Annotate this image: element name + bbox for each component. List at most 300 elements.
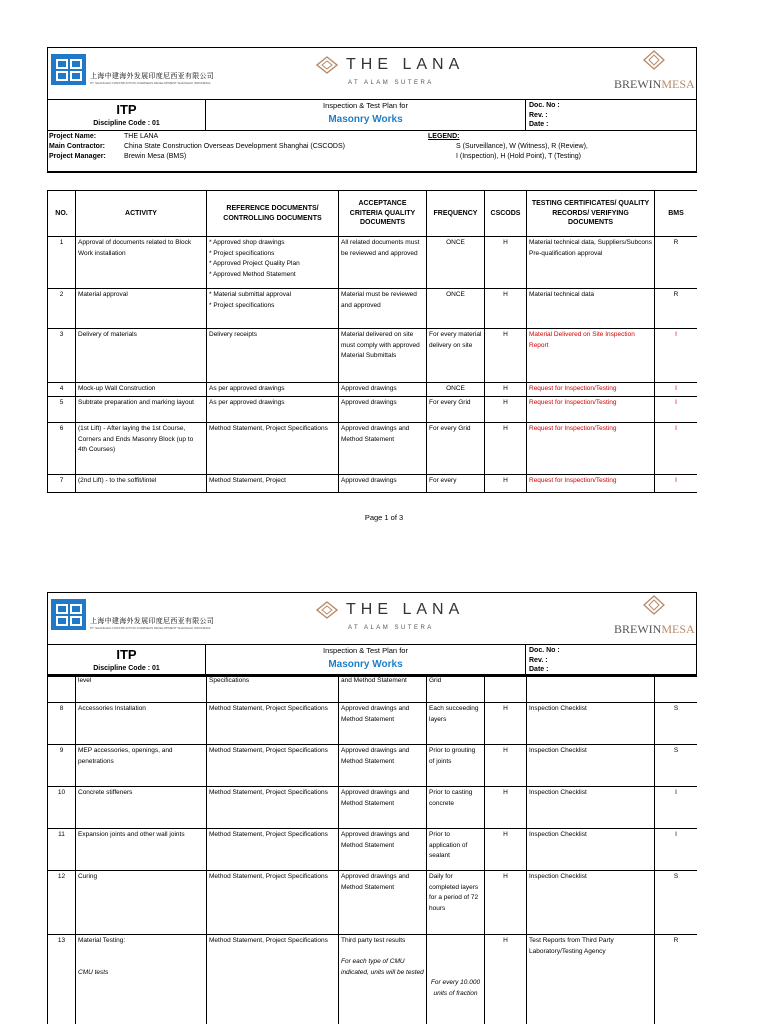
cell-text: Prior to casting concrete (429, 789, 473, 807)
row-cscods (485, 423, 527, 475)
project-name-value: THE LANA (124, 133, 159, 140)
row-acceptance (339, 329, 427, 383)
cell-text: R (673, 239, 679, 246)
lana-subtitle: AT ALAM SUTERA (348, 625, 434, 631)
table-row (48, 475, 698, 494)
row-reference (207, 935, 339, 1024)
lana-title: THE LANA (346, 56, 465, 73)
company-name-cn: 上海中建海外发展印度尼西亚有限公司 (90, 73, 215, 80)
cell-text: Prior to grouting of joints (429, 747, 476, 765)
row-cscods (485, 703, 527, 745)
cell-text: Accessories Installation (78, 705, 146, 712)
row-no (48, 935, 76, 1024)
row-testing (527, 289, 655, 329)
logo-row (48, 48, 696, 100)
project-name-label: Project Name: (49, 133, 97, 140)
cell-text: H (503, 705, 508, 712)
manager-value: Brewin Mesa (BMS) (124, 153, 187, 160)
row-no (48, 237, 76, 289)
row-frequency (427, 423, 485, 475)
cell-text: 6 (59, 425, 64, 432)
manager-label: Project Manager: (49, 153, 106, 160)
cell-text: 2 (59, 291, 64, 298)
cell-text: For every material delivery on site (429, 331, 482, 349)
cell-text: I (675, 789, 677, 796)
row-reference (207, 383, 339, 397)
the-lana-brand (316, 56, 464, 74)
cell-text: Approval of documents related to Block Work installation (78, 239, 192, 257)
cell-text: H (503, 789, 508, 796)
row-cscods (485, 745, 527, 787)
lana-diamond-icon (316, 56, 338, 74)
contractor-value: China State Construction Overseas Development Shanghai (CSCODS) (124, 143, 345, 150)
row-no (48, 475, 76, 494)
table-row (48, 397, 698, 423)
page-number: Page 1 of 3 (364, 513, 404, 522)
row-frequency (427, 829, 485, 871)
row-bms (655, 289, 698, 329)
table-row (48, 703, 698, 745)
company-name-en: PT. SHANGHAI CONSTRUCTION OVERSEAS DEVELOPMENT SHANGHAI INDONESIA (90, 81, 211, 85)
row-bms (655, 871, 698, 935)
cell-text: (1st Lift) - After laying the 1st Course, Corners and Ends Masonry Block (up to 4th Courses) (78, 425, 194, 453)
table-row (48, 745, 698, 787)
cell-text: H (503, 937, 508, 944)
table-row (48, 423, 698, 475)
plan-title: Masonry Works (328, 659, 403, 670)
row-testing (527, 745, 655, 787)
cell-text: Material Delivered on Site Inspection Report (529, 331, 635, 349)
cell-text: Method Statement, Project Specifications (209, 873, 328, 880)
cell-text: Approved drawings and Method Statement (341, 747, 410, 765)
cell-text: Request for Inspection/Testing (529, 399, 617, 406)
row-reference (207, 829, 339, 871)
row-activity (76, 829, 207, 871)
cell-text: H (503, 239, 508, 246)
table-row (48, 787, 698, 829)
cell-text: Each succeeding layers (429, 705, 479, 723)
row-cscods (485, 289, 527, 329)
lana-subtitle: AT ALAM SUTERA (348, 80, 434, 86)
cell-text: I (675, 331, 677, 338)
cell-text: Material technical data, Suppliers/Subcons Pre-qualification approval (529, 239, 652, 257)
cell-text: S (673, 873, 679, 880)
cell-text: For every 10.000 units of fraction (430, 979, 481, 997)
row-frequency (427, 383, 485, 397)
row-reference (207, 475, 339, 494)
row-frequency (427, 329, 485, 383)
table-row (48, 289, 698, 329)
cell-text: H (503, 399, 508, 406)
cell-text: H (503, 291, 508, 298)
company-name-cn: 上海中建海外发展印度尼西亚有限公司 (90, 618, 215, 625)
row-acceptance (339, 675, 427, 703)
row-cscods (485, 397, 527, 423)
cell-text: R (673, 937, 679, 944)
cell-text: ONCE (446, 385, 465, 392)
cell-text: Material delivered on site must comply with approved Material Submittals (341, 331, 420, 359)
itp-table-page-2-wrap (47, 674, 697, 1024)
cell-text: Request for Inspection/Testing (529, 425, 617, 432)
brewin-text: BREWIN (614, 77, 662, 91)
row-acceptance (339, 745, 427, 787)
cell-text: 4 (59, 385, 64, 392)
legend-line-1: S (Surveillance), W (Witness), R (Review), (456, 143, 588, 150)
cell-text: Delivery receipts (209, 331, 258, 338)
row-no (48, 675, 76, 703)
row-reference (207, 745, 339, 787)
cell-text: Inspection Checklist (529, 705, 587, 712)
row-cscods (485, 787, 527, 829)
cell-text: Method Statement, Project Specifications (209, 747, 328, 754)
cell-text: Request for Inspection/Testing (529, 477, 617, 484)
cell-text: Daily for completed layers for a period of 72 hours (429, 873, 479, 912)
cscods-logo-icon (51, 54, 86, 85)
sheet-header (47, 47, 697, 173)
cell-text: and Method Statement (341, 677, 407, 684)
row-acceptance (339, 829, 427, 871)
cell-text: H (503, 385, 508, 392)
table-row (48, 675, 698, 703)
cell-text: I (675, 425, 677, 432)
cell-text: H (503, 873, 508, 880)
discipline-code: Discipline Code : 01 (93, 120, 160, 127)
row-activity (76, 745, 207, 787)
cell-text: Test Reports from Third Party Laboratory/Testing Agency (529, 937, 614, 955)
date-label: Date : (529, 666, 549, 673)
col-acceptance: ACCEPTANCE CRITERIA QUALITY DOCUMENTS (339, 191, 427, 237)
cell-text: Prior to application of sealant (429, 831, 468, 859)
mesa-text: MESA (661, 622, 695, 636)
row-bms (655, 787, 698, 829)
row-no (48, 423, 76, 475)
col-cscods: CSCODS (485, 191, 527, 237)
cell-text: Inspection Checklist (529, 873, 587, 880)
row-testing (527, 787, 655, 829)
row-reference (207, 423, 339, 475)
cell-text: Material must be reviewed and approved (341, 291, 417, 309)
cell-text: Method Statement, Project Specifications (209, 425, 328, 432)
plan-for-label: Inspection & Test Plan for (323, 101, 408, 110)
legend-line-2: I (Inspection), H (Hold Point), T (Testing) (456, 153, 582, 160)
row-acceptance (339, 383, 427, 397)
row-cscods (485, 935, 527, 1024)
cell-text: * Approved shop drawings * Project specifications * Approved Project Quality Plan * Approved Method Statement (209, 239, 300, 278)
cell-text: As per approved drawings (209, 385, 285, 392)
row-no (48, 329, 76, 383)
cell-text: All related documents must be reviewed and approved (341, 239, 420, 257)
row-frequency (427, 935, 485, 1024)
itp-label: ITP (116, 102, 137, 117)
row-bms (655, 329, 698, 383)
rev-label: Rev. : (529, 111, 548, 119)
brewin-mesa-icon (643, 50, 665, 70)
row-bms (655, 745, 698, 787)
row-activity (76, 475, 207, 494)
doc-no-label: Doc. No : (529, 102, 560, 109)
row-activity (76, 397, 207, 423)
row-acceptance (339, 871, 427, 935)
cell-text: Material technical data (529, 291, 595, 298)
lana-title: THE LANA (346, 601, 465, 618)
row-bms (655, 237, 698, 289)
col-testing: TESTING CERTIFICATES/ QUALITY RECORDS/ VERIFYING DOCUMENTS (527, 191, 655, 237)
doc-no-label: Doc. No : (529, 647, 560, 654)
cell-text: 7 (59, 477, 64, 484)
col-no: NO. (48, 191, 76, 237)
row-activity (76, 383, 207, 397)
row-reference (207, 703, 339, 745)
table-row (48, 329, 698, 383)
row-no (48, 787, 76, 829)
col-activity: ACTIVITY (76, 191, 207, 237)
row-activity (76, 935, 207, 1024)
cell-text: Inspection Checklist (529, 789, 587, 796)
row-acceptance (339, 423, 427, 475)
cell-text: 1 (59, 239, 64, 246)
brewin-mesa-icon (643, 595, 665, 615)
rev-label: Rev. : (529, 656, 548, 664)
row-testing (527, 935, 655, 1024)
sheet-header-2 (47, 592, 697, 677)
cell-text: ONCE (446, 291, 465, 298)
cell-text: I (675, 477, 677, 484)
cell-text: As per approved drawings (209, 399, 285, 406)
row-frequency (427, 675, 485, 703)
itp-sheet-page-2 (47, 592, 697, 1024)
row-frequency (427, 787, 485, 829)
row-acceptance (339, 289, 427, 329)
row-cscods (485, 383, 527, 397)
row-bms (655, 675, 698, 703)
row-bms (655, 383, 698, 397)
row-testing (527, 871, 655, 935)
row-bms (655, 829, 698, 871)
row-reference (207, 397, 339, 423)
row-reference (207, 237, 339, 289)
row-activity (76, 675, 207, 703)
cell-text: H (503, 425, 508, 432)
row-activity (76, 871, 207, 935)
row-activity (76, 787, 207, 829)
title-row-2 (48, 645, 696, 676)
cell-text: Mock-up Wall Construction (78, 385, 156, 392)
title-row (48, 100, 696, 131)
row-acceptance (339, 703, 427, 745)
cell-text: Approved drawings (341, 477, 397, 484)
brewin-mesa-brand (614, 595, 694, 637)
cell-text: Material approval (78, 291, 128, 298)
cell-text: 10 (57, 789, 66, 796)
cell-text: 13 (57, 937, 66, 944)
row-testing (527, 397, 655, 423)
cell-text: Method Statement, Project Specifications (209, 705, 328, 712)
cell-text: I (675, 831, 677, 838)
row-testing (527, 329, 655, 383)
row-acceptance (339, 787, 427, 829)
table-row (48, 829, 698, 871)
row-no (48, 703, 76, 745)
plan-for-label: Inspection & Test Plan for (323, 646, 408, 655)
row-no (48, 745, 76, 787)
cell-text: I (675, 385, 677, 392)
cell-text: Grid (429, 677, 442, 684)
cell-text: Method Statement, Project Specifications (209, 937, 328, 944)
cell-text: 3 (59, 331, 64, 338)
date-label: Date : (529, 121, 549, 128)
cell-text: For every Grid (429, 399, 471, 406)
itp-table-page-1-wrap (47, 190, 697, 493)
row-frequency (427, 397, 485, 423)
cell-text: Expansion joints and other wall joints (78, 831, 185, 838)
row-cscods (485, 829, 527, 871)
cell-text: S (673, 747, 679, 754)
cell-text: CMU tests (78, 968, 109, 976)
row-testing (527, 703, 655, 745)
contractor-label: Main Contractor: (49, 143, 105, 150)
row-activity (76, 703, 207, 745)
cell-text: Approved drawings (341, 385, 397, 392)
cell-text: S (673, 705, 679, 712)
cell-text: 5 (59, 399, 64, 406)
cell-text: H (503, 831, 508, 838)
cell-text: R (673, 291, 679, 298)
cell-text: * Material submittal approval * Project specifications (209, 291, 292, 309)
row-testing (527, 475, 655, 494)
col-bms: BMS (655, 191, 698, 237)
cell-text: For every (429, 477, 457, 484)
row-cscods (485, 329, 527, 383)
cell-text: Curing (78, 873, 98, 880)
row-bms (655, 475, 698, 494)
row-bms (655, 423, 698, 475)
cell-text: H (503, 477, 508, 484)
itp-sheet-page-1 (47, 47, 697, 492)
cell-text: Subtrate preparation and marking layout (78, 399, 194, 406)
cell-text: I (675, 399, 677, 406)
cell-text: Request for Inspection/Testing (529, 385, 617, 392)
cell-text: 9 (59, 747, 64, 754)
row-reference (207, 787, 339, 829)
row-frequency (427, 237, 485, 289)
cell-text: Approved drawings and Method Statement (341, 831, 410, 849)
row-cscods (485, 237, 527, 289)
brewin-text: BREWIN (614, 622, 662, 636)
row-acceptance (339, 475, 427, 494)
row-frequency (427, 703, 485, 745)
cell-text: H (503, 331, 508, 338)
row-frequency (427, 475, 485, 494)
row-frequency (427, 871, 485, 935)
row-frequency (427, 745, 485, 787)
row-acceptance (339, 397, 427, 423)
row-acceptance (339, 237, 427, 289)
row-activity (76, 329, 207, 383)
row-frequency (427, 289, 485, 329)
row-testing (527, 829, 655, 871)
cell-text: H (503, 747, 508, 754)
company-name-en: PT. SHANGHAI CONSTRUCTION OVERSEAS DEVELOPMENT SHANGHAI INDONESIA (90, 626, 211, 630)
cell-text: (2nd Lift) - to the soffit/lintel (78, 477, 157, 484)
cscods-logo-icon (51, 599, 86, 630)
cell-text: Method Statement, Project Specifications (209, 789, 328, 796)
row-bms (655, 703, 698, 745)
cell-text: Inspection Checklist (529, 831, 587, 838)
row-no (48, 397, 76, 423)
row-reference (207, 871, 339, 935)
table-row (48, 237, 698, 289)
table-row (48, 871, 698, 935)
row-activity (76, 289, 207, 329)
row-acceptance (339, 935, 427, 1024)
cell-text: MEP accessories, openings, and penetrations (78, 747, 173, 765)
cell-text: Material Testing: (78, 937, 126, 944)
lana-diamond-icon (316, 601, 338, 619)
legend-label: LEGEND: (428, 133, 460, 140)
mesa-text: MESA (661, 77, 695, 91)
table-row (48, 935, 698, 1024)
cell-text: Concrete stiffeners (78, 789, 133, 796)
itp-label: ITP (116, 647, 137, 662)
itp-table-page-1 (47, 190, 697, 493)
cell-text: 11 (58, 831, 65, 838)
project-info (48, 131, 696, 172)
row-reference (207, 329, 339, 383)
row-bms (655, 935, 698, 1024)
row-no (48, 829, 76, 871)
cell-text: Approved drawings and Method Statement (341, 789, 410, 807)
cell-text: Inspection Checklist (529, 747, 587, 754)
row-testing (527, 237, 655, 289)
row-no (48, 871, 76, 935)
row-cscods (485, 871, 527, 935)
logo-row-2 (48, 593, 696, 645)
col-frequency: FREQUENCY (427, 191, 485, 237)
cell-text: Approved drawings (341, 399, 397, 406)
the-lana-brand (316, 601, 464, 619)
cell-text: Approved drawings and Method Statement (341, 425, 410, 443)
row-no (48, 383, 76, 397)
row-testing (527, 423, 655, 475)
col-reference: REFERENCE DOCUMENTS/ CONTROLLING DOCUMENTS (207, 191, 339, 237)
cell-text: ONCE (446, 239, 465, 246)
cell-text: For every Grid (429, 425, 471, 432)
row-testing (527, 675, 655, 703)
cell-text: level (78, 677, 92, 684)
cell-text: Method Statement, Project (209, 477, 286, 484)
discipline-code: Discipline Code : 01 (93, 665, 160, 672)
row-reference (207, 289, 339, 329)
cell-text: Approved drawings and Method Statement (341, 705, 410, 723)
row-activity (76, 237, 207, 289)
brewin-mesa-brand (614, 50, 694, 92)
cell-text: 12 (57, 873, 66, 880)
itp-table-page-2 (47, 674, 697, 1024)
row-bms (655, 397, 698, 423)
row-cscods (485, 675, 527, 703)
cell-text: Method Statement, Project Specifications (209, 831, 328, 838)
row-testing (527, 383, 655, 397)
cell-text: Specifications (209, 677, 250, 684)
table-row (48, 383, 698, 397)
cell-text: Third party test results (341, 937, 406, 944)
cell-text: Delivery of materials (78, 331, 137, 338)
cell-text: Approved drawings and Method Statement (341, 873, 410, 891)
cell-text: For each type of CMU indicated, units will be tested (341, 958, 424, 976)
row-reference (207, 675, 339, 703)
row-cscods (485, 475, 527, 494)
plan-title: Masonry Works (328, 114, 403, 125)
